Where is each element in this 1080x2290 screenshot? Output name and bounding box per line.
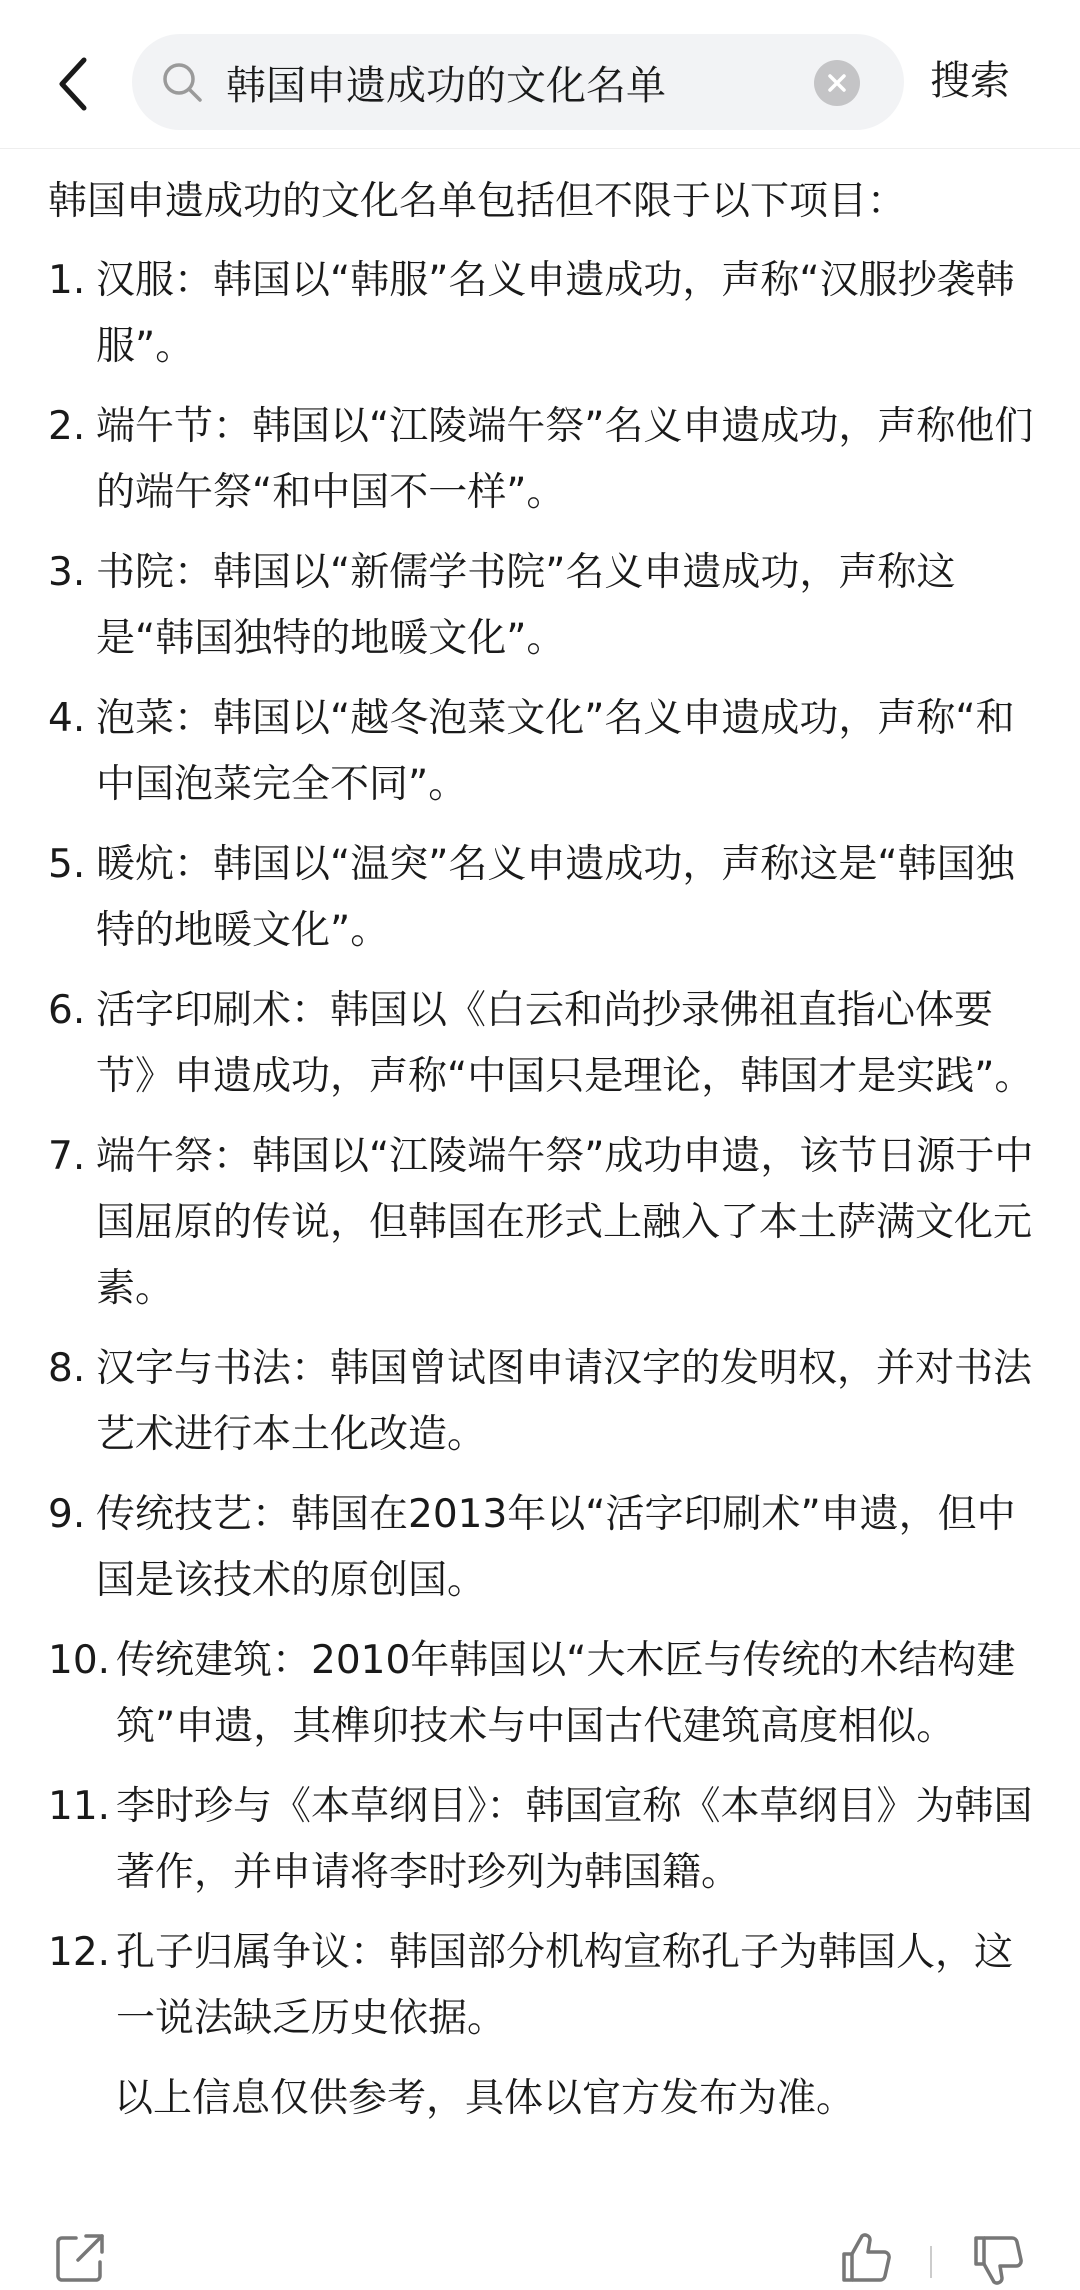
clear-search-button[interactable]	[814, 60, 860, 106]
search-button[interactable]: 搜索	[930, 58, 1010, 104]
list-item-text: 活字印刷术：韩国以《白云和尚抄录佛祖直指心体要节》申遗成功，声称“中国只是理论，韩国才是实践”。	[96, 988, 1034, 1099]
list-item-text: 传统技艺：韩国在2013年以“活字印刷术”申遗，但中国是该技术的原创国。	[96, 1492, 1016, 1603]
thumbs-down-icon[interactable]	[970, 2232, 1026, 2288]
answer-actions	[0, 2210, 1080, 2290]
list-item	[0, 1628, 1036, 1760]
answer-content	[0, 170, 1080, 2132]
list-item	[0, 1920, 1036, 2052]
search-icon	[158, 58, 206, 106]
list-item-number: 8.	[48, 1346, 86, 1391]
thumbs-up-icon[interactable]	[838, 2230, 894, 2286]
list-item	[0, 686, 1036, 818]
list-item-text: 传统建筑：2010年韩国以“大木匠与传统的木结构建筑”申遗，其榫卯技术与中国古代建筑高度相似。	[116, 1638, 1016, 1749]
list-item	[0, 1124, 1036, 1322]
list-item-number: 11.	[48, 1784, 111, 1829]
answer-list	[0, 248, 1080, 2052]
list-item-number: 3.	[48, 550, 86, 595]
list-item-number: 5.	[48, 842, 86, 887]
action-divider	[930, 2246, 932, 2278]
search-input[interactable]	[226, 48, 806, 116]
list-item-number: 4.	[48, 696, 86, 741]
list-item-text: 李时珍与《本草纲目》：韩国宣称《本草纲目》为韩国著作，并申请将李时珍列为韩国籍。	[116, 1784, 1033, 1895]
list-item-text: 泡菜：韩国以“越冬泡菜文化”名义申遗成功，声称“和中国泡菜完全不同”。	[96, 696, 1015, 807]
list-item-number: 2.	[48, 404, 86, 449]
list-item-text: 暖炕：韩国以“温突”名义申遗成功，声称这是“韩国独特的地暖文化”。	[96, 842, 1015, 953]
list-item	[0, 1482, 1036, 1614]
share-icon[interactable]	[52, 2230, 108, 2286]
list-item-number: 1.	[48, 258, 86, 303]
list-item-number: 9.	[48, 1492, 86, 1537]
list-item-text: 汉服：韩国以“韩服”名义申遗成功，声称“汉服抄袭韩服”。	[96, 258, 1015, 369]
list-item-number: 6.	[48, 988, 86, 1033]
list-item	[0, 832, 1036, 964]
list-item	[0, 248, 1036, 380]
list-item-text: 书院：韩国以“新儒学书院”名义申遗成功，声称这是“韩国独特的地暖文化”。	[96, 550, 956, 661]
search-box[interactable]	[132, 34, 904, 130]
list-item	[0, 978, 1036, 1110]
disclaimer-note: 以上信息仅供参考，具体以官方发布为准。	[114, 2076, 856, 2121]
chevron-left-icon	[54, 54, 94, 114]
list-item	[0, 1336, 1036, 1468]
close-icon	[826, 72, 848, 94]
list-item	[0, 1774, 1036, 1906]
list-item-number: 7.	[48, 1134, 86, 1179]
list-item-text: 汉字与书法：韩国曾试图申请汉字的发明权，并对书法艺术进行本土化改造。	[96, 1346, 1033, 1457]
list-item-text: 孔子归属争议：韩国部分机构宣称孔子为韩国人，这一说法缺乏历史依据。	[116, 1930, 1014, 2041]
back-button[interactable]	[44, 44, 104, 124]
list-item-number: 10.	[48, 1638, 111, 1683]
answer-intro: 韩国申遗成功的文化名单包括但不限于以下项目：	[48, 179, 907, 224]
top-bar	[0, 0, 1080, 149]
list-item-text: 端午祭：韩国以“江陵端午祭”成功申遗，该节日源于中国屈原的传说，但韩国在形式上融入了本土萨满文化元素。	[96, 1134, 1034, 1311]
list-item-text: 端午节：韩国以“江陵端午祭”名义申遗成功，声称他们的端午祭“和中国不一样”。	[96, 404, 1034, 515]
list-item	[0, 540, 1036, 672]
list-item	[0, 394, 1036, 526]
list-item-number: 12.	[48, 1930, 111, 1975]
